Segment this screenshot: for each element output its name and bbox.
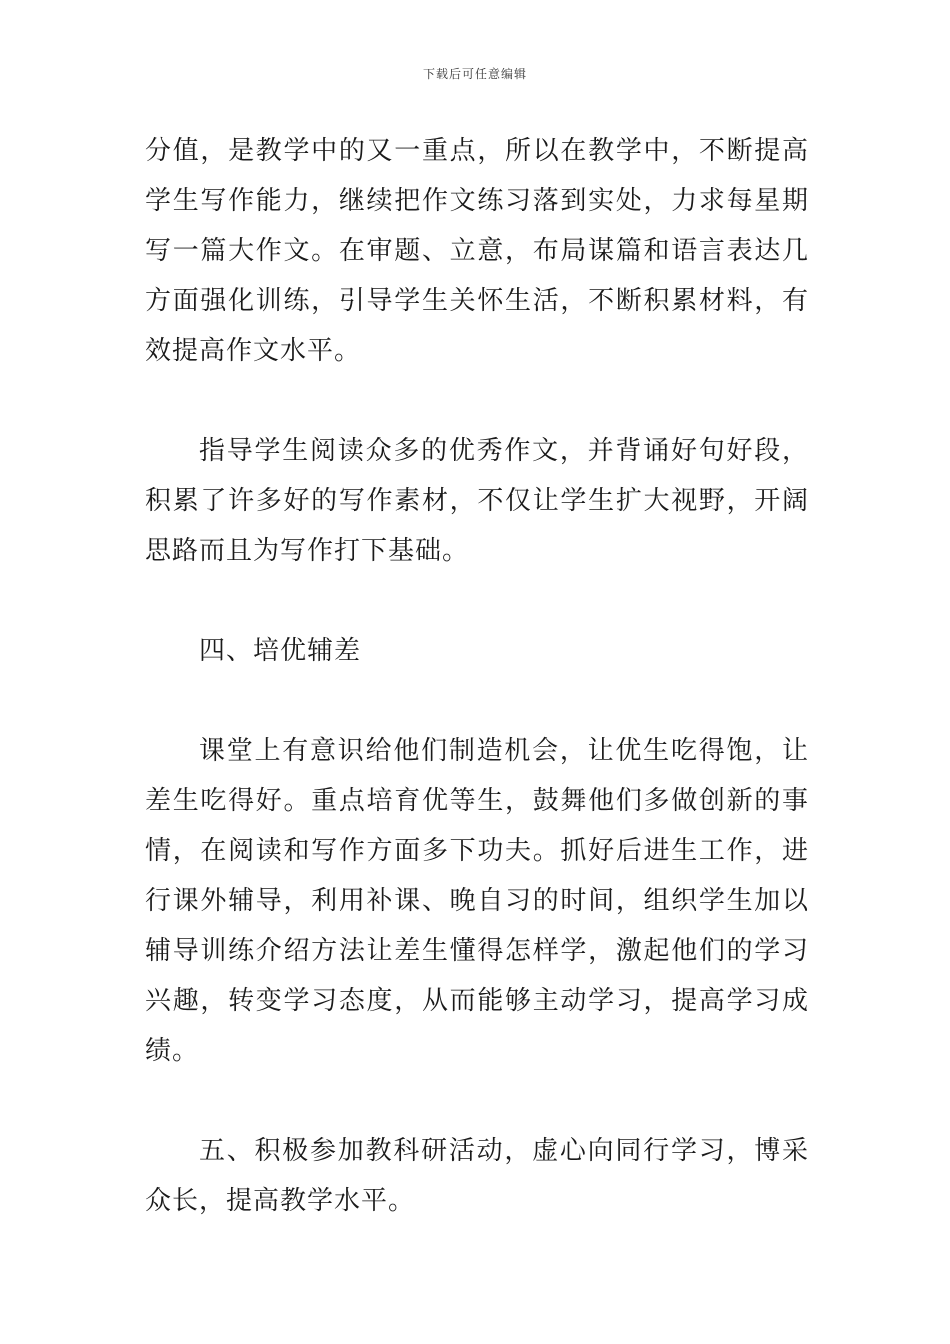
- paragraph-spacer: [145, 1076, 809, 1126]
- paragraph-3: 课堂上有意识给他们制造机会，让优生吃得饱，让差生吃得好。重点培育优等生，鼓舞他们多做创新的事情，在阅读和写作方面多下功夫。抓好后进生工作，进行课外辅导，利用补课、晚自习的时间，组织学生加以辅导训练介绍方法让差生懂得怎样学，激起他们的学习兴趣，转变学习态度，从而能够主动学习，提高学习成绩。: [145, 736, 809, 1066]
- paragraph-spacer: [145, 376, 809, 426]
- paragraph-1: 分值，是教学中的又一重点，所以在教学中，不断提高学生写作能力，继续把作文练习落到实处，力求每星期写一篇大作文。在审题、立意，布局谋篇和语言表达几方面强化训练，引导学生关怀生活，不断积累材料，有效提高作文水平。: [145, 136, 809, 366]
- header-note: 下载后可任意编辑: [422, 67, 527, 81]
- paragraph-2: 指导学生阅读众多的优秀作文，并背诵好句好段，积累了许多好的写作素材，不仅让学生扩大视野，开阔思路而且为写作打下基础。: [145, 436, 809, 566]
- paragraph-spacer: [145, 676, 809, 726]
- document-body: [145, 126, 809, 1226]
- paragraph-4: 五、积极参加教科研活动，虚心向同行学习，博采众长，提高教学水平。: [145, 1136, 809, 1216]
- section-heading-4: 四、培优辅差: [199, 636, 362, 666]
- paragraph-spacer: [145, 576, 809, 626]
